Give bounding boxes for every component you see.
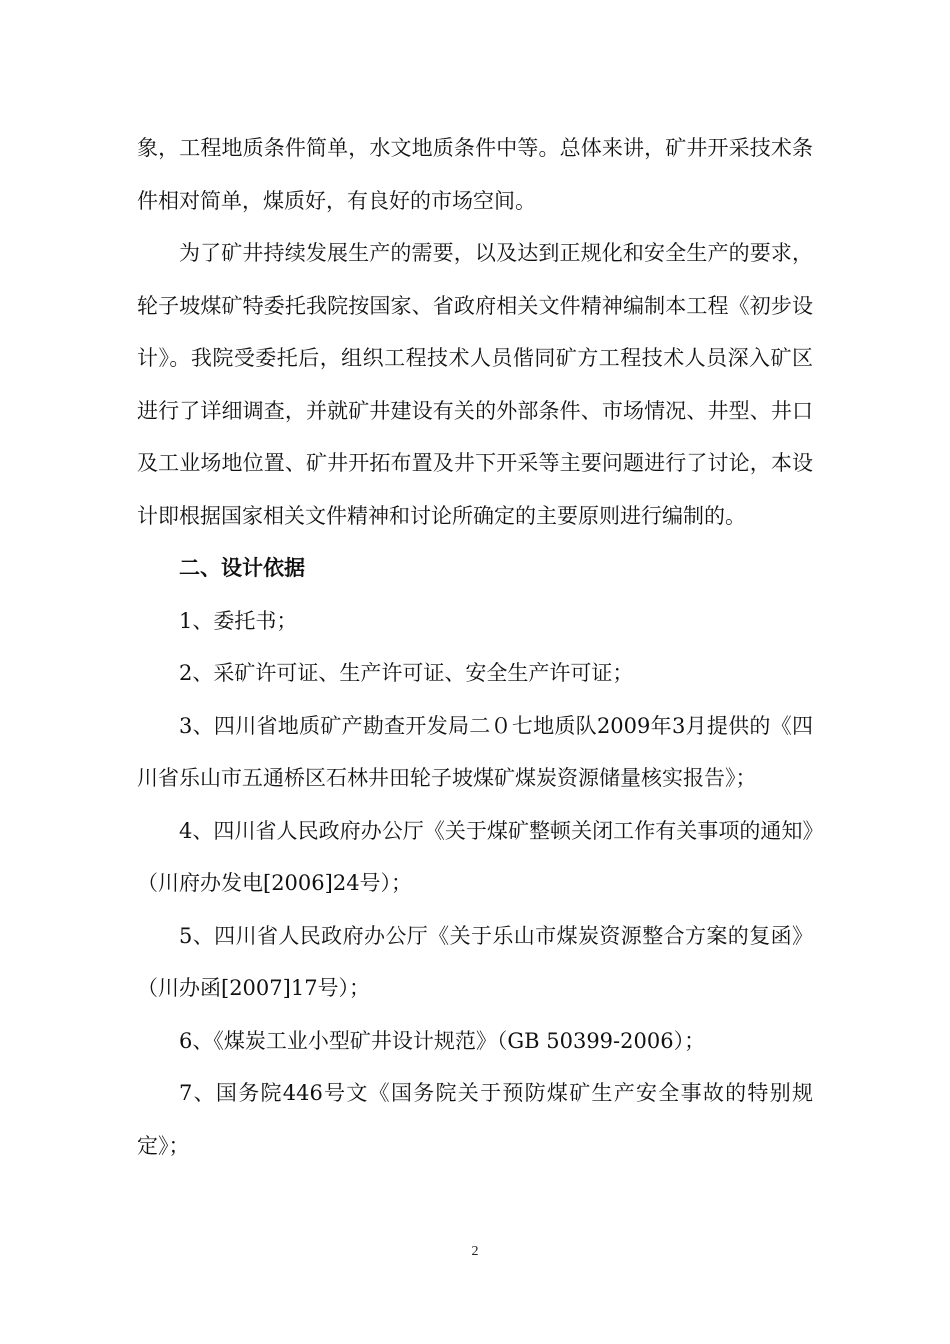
section-heading: 二、设计依据 <box>179 555 305 580</box>
paragraph-purpose: 为了矿井持续发展生产的需要，以及达到正规化和安全生产的要求，轮子坡煤矿特委托我院按国家、省政府相关文件精神编制本工程《初步设计》。我院受委托后，组织工程技术人员偕同矿方工程技术人员深入矿区进行了详细调查，并就矿井建设有关的外部条件、市场情况、井型、井口及工业场地位置、矿井开拓布置及井下开采等主要问题进行了讨论，本设计即根据国家相关文件精神和讨论所确定的主要原则进行编制的。 <box>137 241 813 528</box>
document-page <box>137 122 813 1172</box>
basis-item: 1、委托书； <box>179 608 298 633</box>
basis-item: 5、四川省人民政府办公厅《关于乐山市煤炭资源整合方案的复函》（川办函[2007]17号）； <box>137 923 813 1000</box>
basis-item: 2、采矿许可证、生产许可证、安全生产许可证； <box>179 661 634 685</box>
basis-item: 3、四川省地质矿产勘查开发局二０七地质队2009年3月提供的《四川省乐山市五通桥区石林井田轮子坡煤矿煤炭资源储量核实报告》； <box>137 713 813 790</box>
paragraph-continuation: 象，工程地质条件简单，水文地质条件中等。总体来讲，矿井开采技术条件相对简单，煤质好，有良好的市场空间。 <box>137 136 813 213</box>
basis-item: 4、四川省人民政府办公厅《关于煤矿整顿关闭工作有关事项的通知》（川府办发电[2006]24号）； <box>137 818 813 895</box>
basis-item: 6、《煤炭工业小型矿井设计规范》（GB 50399-2006）； <box>179 1028 706 1053</box>
page-number: 2 <box>471 1244 479 1259</box>
basis-item: 7、国务院446号文《国务院关于预防煤矿生产安全事故的特别规定》； <box>137 1081 813 1158</box>
